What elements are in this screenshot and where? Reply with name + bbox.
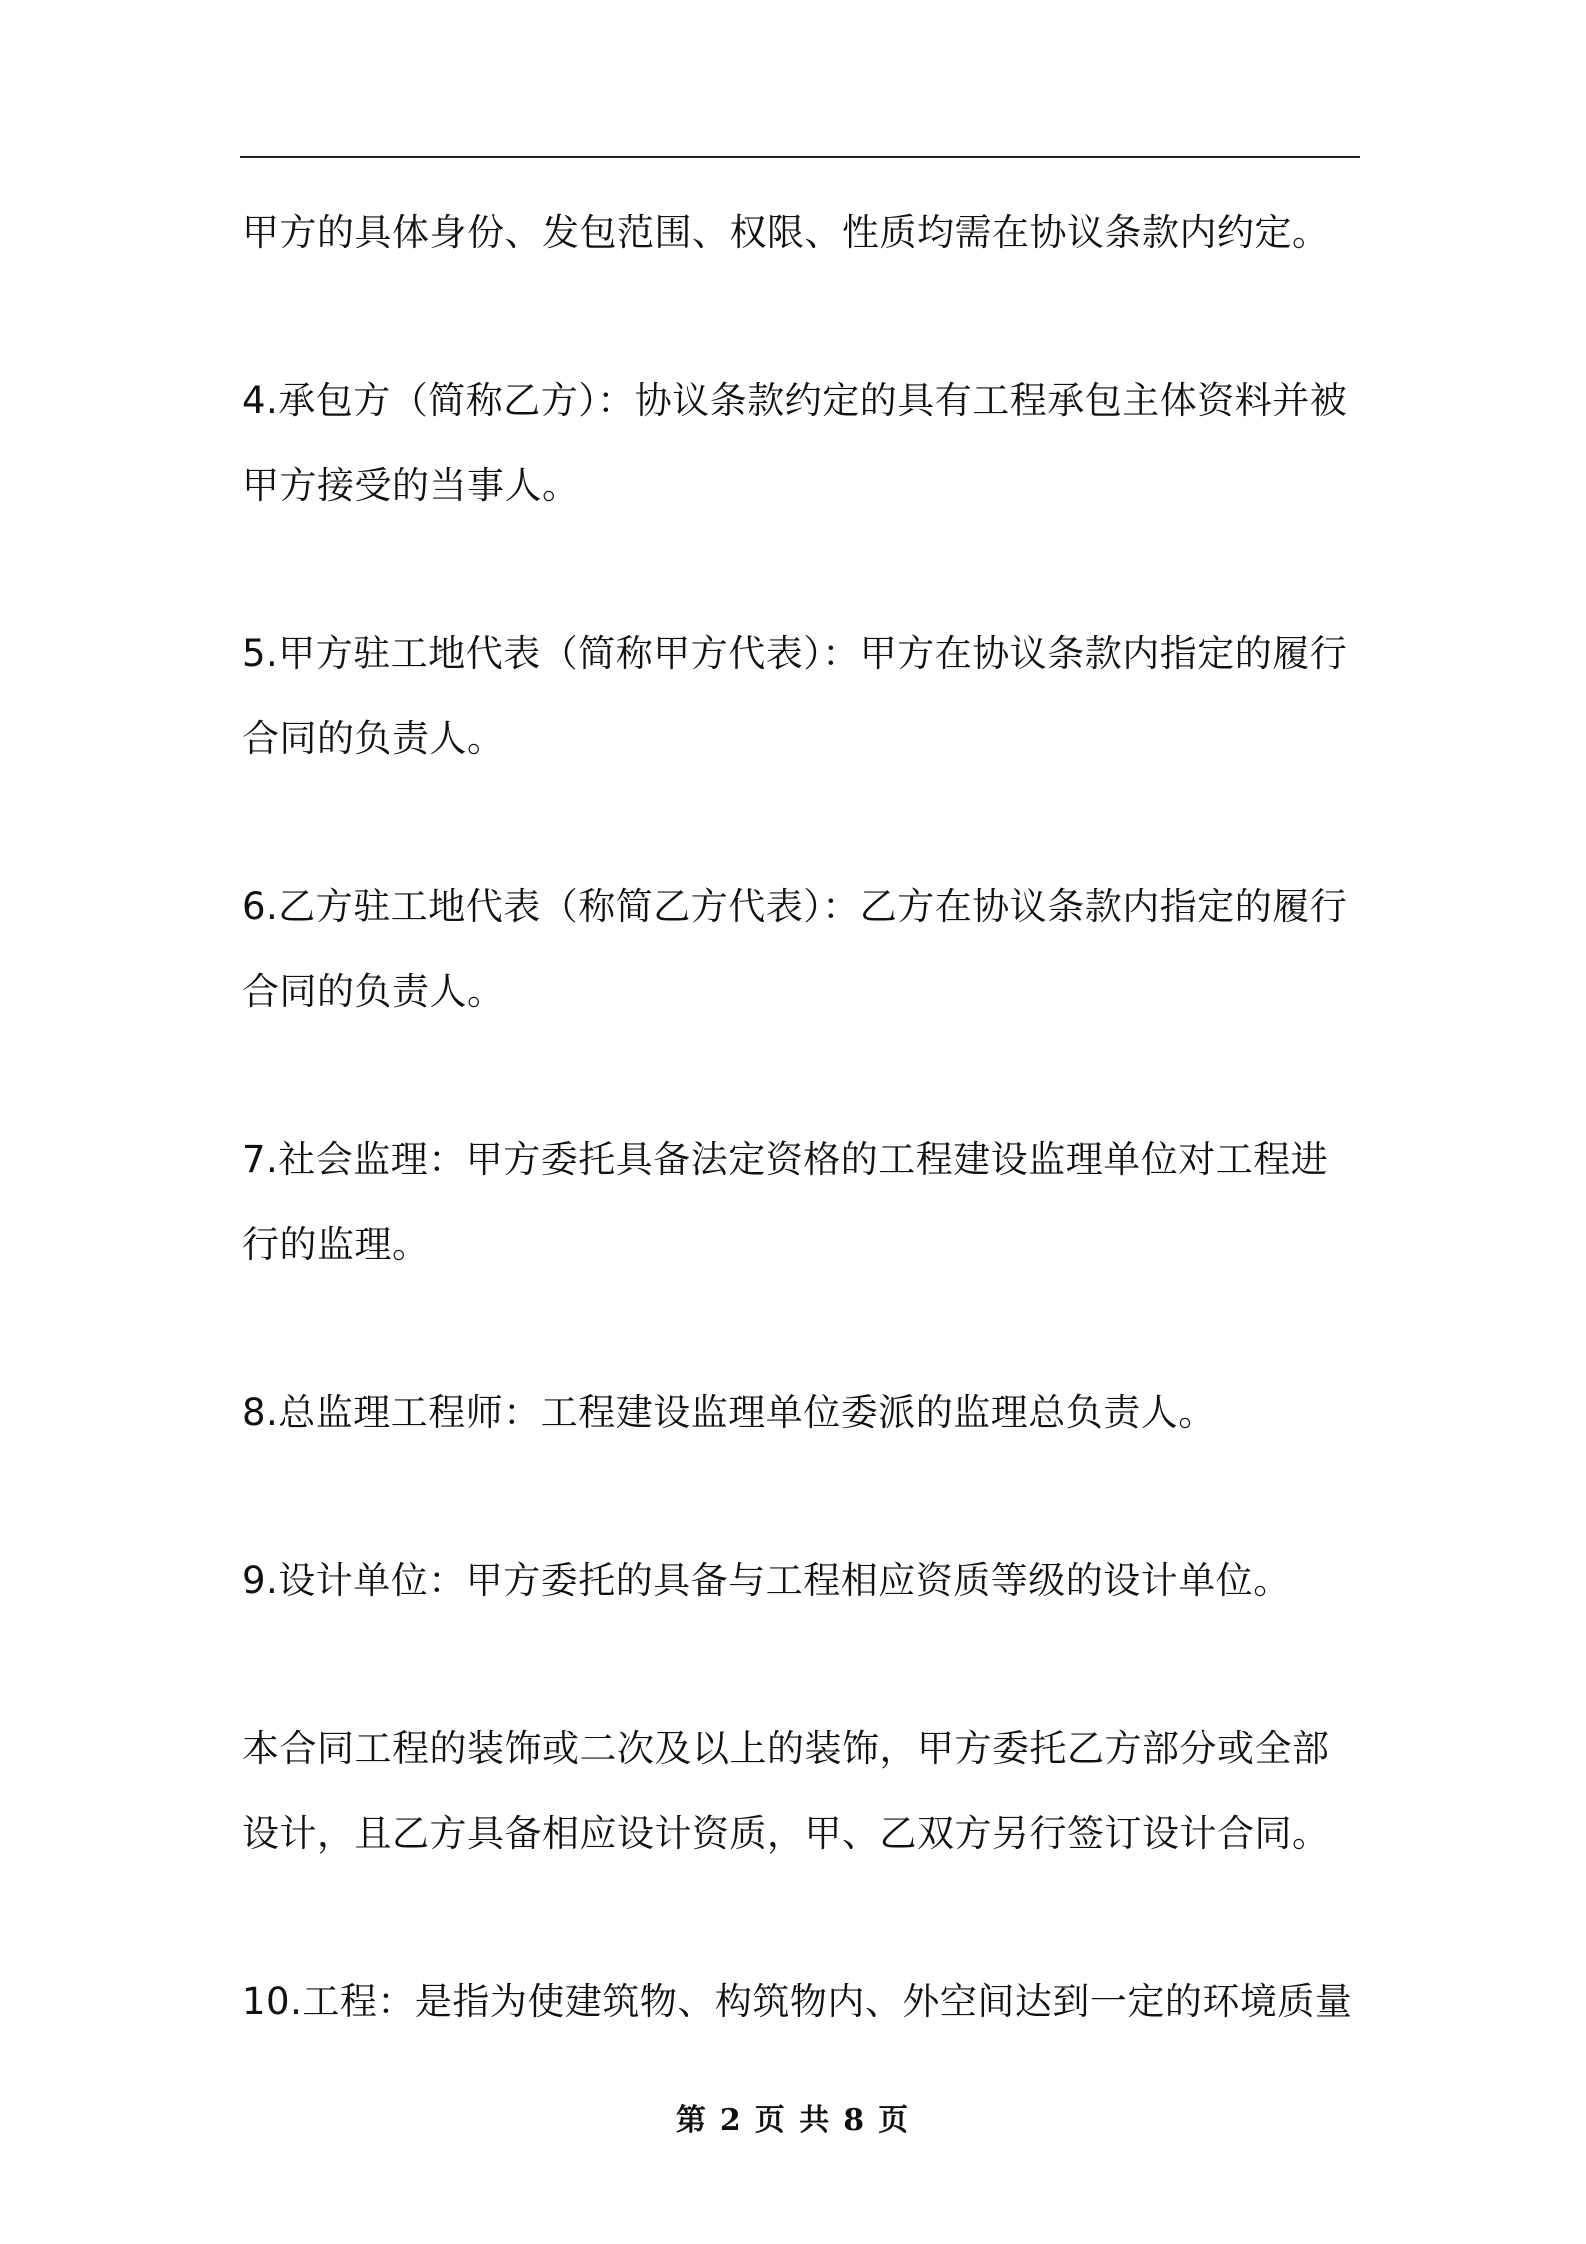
paragraph-5: 7.社会监理：甲方委托具备法定资格的工程建设监理单位对工程进行的监理。 [242, 1138, 1329, 1266]
header-rule [240, 156, 1360, 158]
paragraph-3: 5.甲方驻工地代表（简称甲方代表）：甲方在协议条款内指定的履行合同的负责人。 [242, 632, 1348, 760]
paragraph-2: 4.承包方（简称乙方）：协议条款约定的具有工程承包主体资料并被甲方接受的当事人。 [242, 379, 1348, 507]
paragraph-9: 10.工程：是指为使建筑物、构筑物内、外空间达到一定的环境质量 [242, 1980, 1353, 2023]
footer-prefix: 第 [675, 2103, 708, 2138]
document-body [242, 190, 1360, 2127]
footer-page-number: 2 [719, 2103, 743, 2138]
footer-suffix: 页 [878, 2103, 911, 2138]
paragraph-8: 本合同工程的装饰或二次及以上的装饰，甲方委托乙方部分或全部设计，且乙方具备相应设计资质，甲、乙双方另行签订设计合同。 [242, 1727, 1330, 1855]
paragraph-7: 9.设计单位：甲方委托的具备与工程相应资质等级的设计单位。 [242, 1559, 1291, 1602]
paragraph-4: 6.乙方驻工地代表（称简乙方代表）：乙方在协议条款内指定的履行合同的负责人。 [242, 885, 1348, 1013]
footer-total-pages: 8 [843, 2103, 867, 2138]
paragraph-1: 甲方的具体身份、发包范围、权限、性质均需在协议条款内约定。 [242, 211, 1330, 254]
paragraph-6: 8.总监理工程师：工程建设监理单位委派的监理总负责人。 [242, 1391, 1216, 1434]
footer-middle: 页 共 [754, 2103, 832, 2138]
page-footer [0, 2095, 1586, 2139]
